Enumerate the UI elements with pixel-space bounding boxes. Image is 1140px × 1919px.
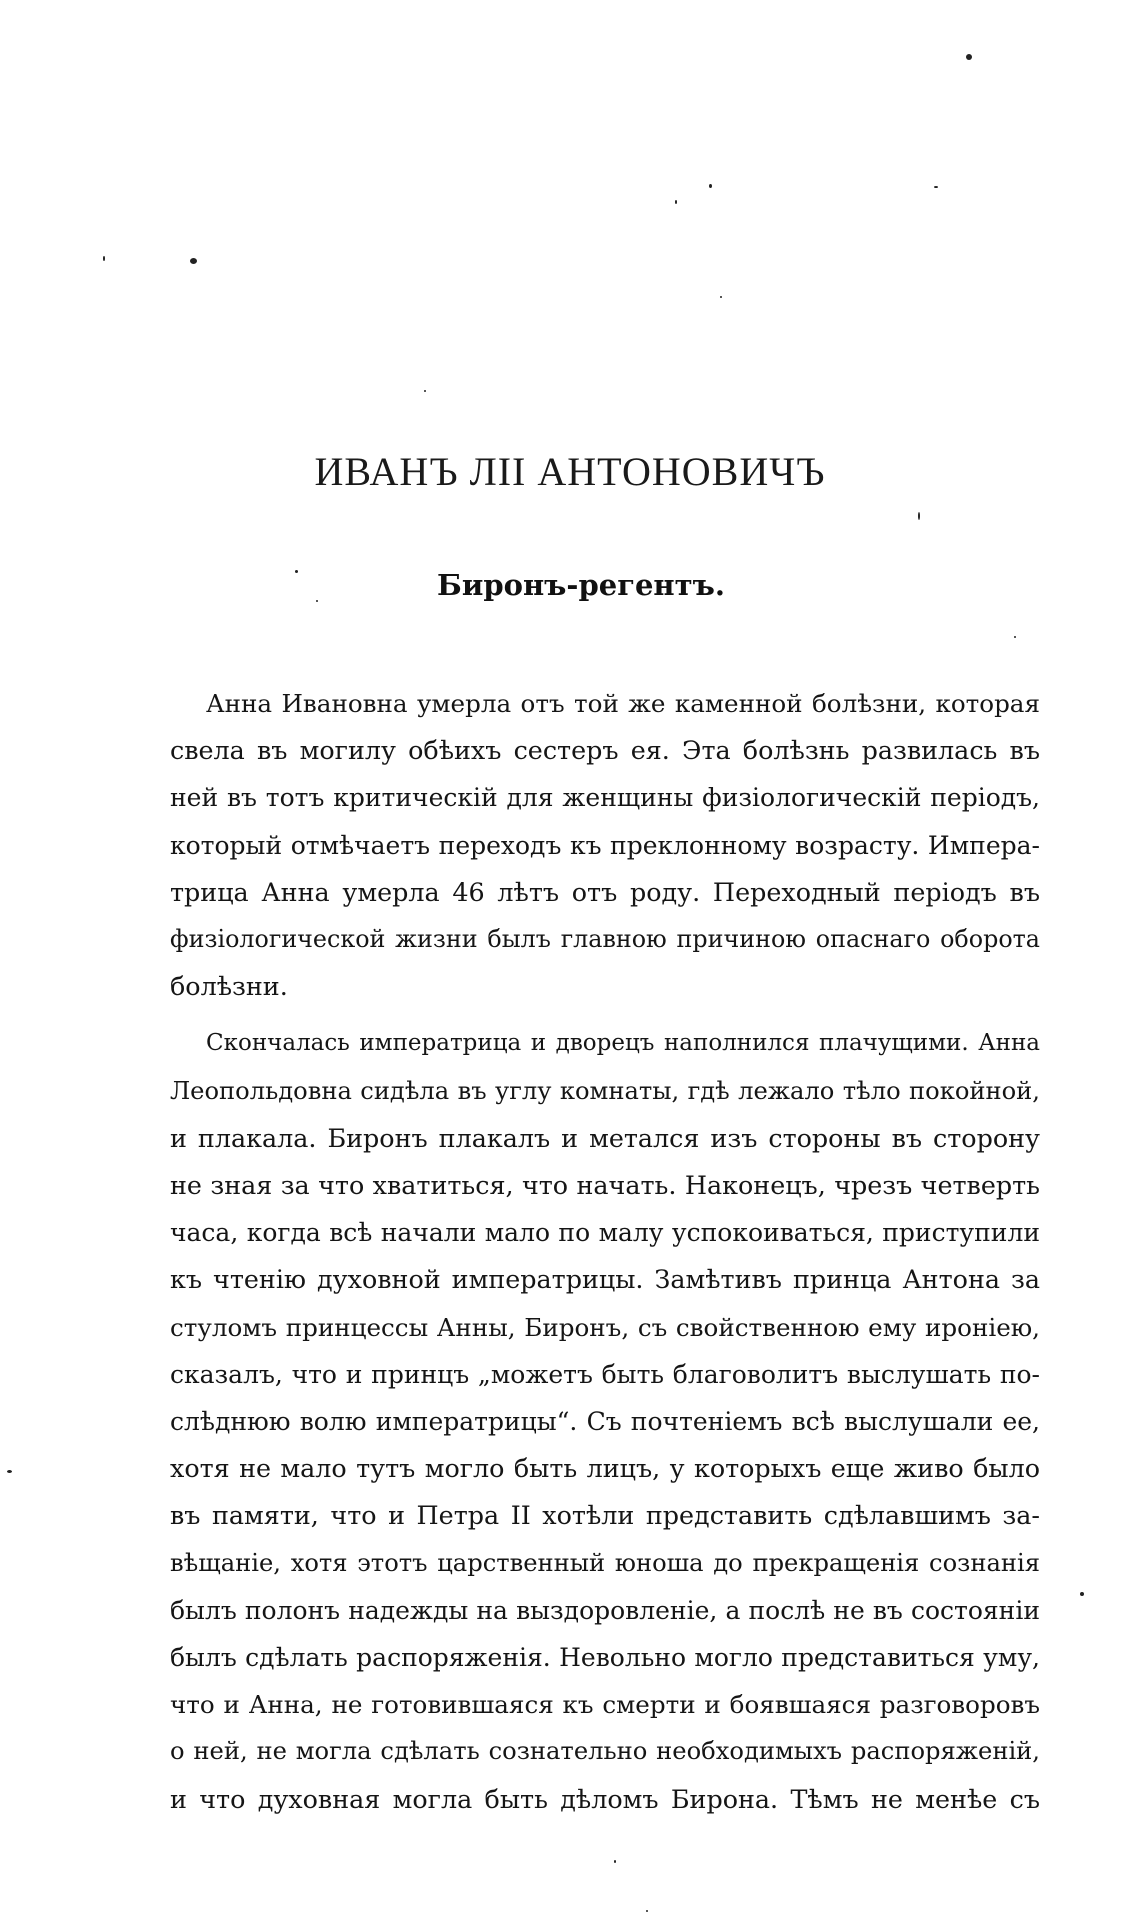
text-line: сказалъ, что и принцъ „можетъ быть благоволитъ выслушать по- [170,1359,1040,1389]
scan-speck [424,390,426,392]
text-line: къ чтенію духовной императрицы. Замѣтивъ принца Антона за [170,1264,1040,1295]
text-line: и что духовная могла быть дѣломъ Бирона. Тѣмъ не менѣе съ [170,1783,1040,1814]
text-line: былъ полонъ надежды на выздоровленіе, а послѣ не въ состояніи [170,1595,1040,1625]
text-line: часа, когда всѣ начали мало по малу успокоиваться, приступили [170,1218,1040,1248]
text-line: болѣзни. [170,971,288,1002]
scan-speck [103,256,105,261]
scan-speck [918,512,920,520]
section-subtitle: Биронъ-регентъ. [437,568,725,602]
scan-speck [190,258,197,264]
text-line: ней въ тотъ критическій для женщины физiологическій періодъ, [170,783,1040,813]
text-line: и плакала. Биронъ плакалъ и метался изъ стороны въ сторону [170,1122,1040,1153]
scan-speck [646,1910,648,1912]
paragraph-gap [170,1012,1040,1022]
text-line: Анна Ивановна умерла отъ той же каменной болѣзни, которая [206,689,1040,718]
scan-speck [934,186,938,188]
text-line: былъ сдѣлать распоряженія. Невольно могло представиться уму, [170,1643,1040,1673]
text-line: Скончалась императрица и дворецъ наполнился плачущими. Анна [206,1030,1040,1057]
scan-speck [1014,636,1016,638]
scan-speck [675,200,677,204]
scan-speck [614,1860,616,1863]
text-line: о ней, не могла сдѣлать сознательно необходимыхъ распоряженій, [170,1737,1040,1766]
text-line: свела въ могилу обѣихъ сестеръ ея. Эта болѣзнь развилась въ [170,735,1040,766]
text-line: хотя не мало тутъ могло быть лицъ, у которыхъ еще живо было [170,1453,1040,1484]
chapter-title: ИВАНЪ ЛII АНТОНОВИЧЪ [314,449,826,494]
scan-speck [709,184,712,188]
text-line: вѣщаніе, хотя этотъ царственный юноша до прекращенія сознанія [170,1548,1040,1577]
body-text [170,682,1040,1825]
text-line: стуломъ принцессы Анны, Биронъ, съ свойственною ему ироніею, [170,1312,1040,1342]
scan-speck [966,54,972,60]
text-line: не зная за что хватиться, что начать. Наконецъ, чрезъ четверть [170,1170,1040,1201]
text-line: слѣднюю волю императрицы“. Съ почтеніемъ всѣ выслушали ее, [170,1407,1040,1437]
text-line: что и Анна, не готовившаяся къ смерти и боявшаяся разговоровъ [170,1690,1040,1720]
text-line: трица Анна умерла 46 лѣтъ отъ роду. Переходный періодъ въ [170,876,1040,907]
scan-speck [7,1470,12,1473]
text-line: въ памяти, что и Петра II хотѣли представить сдѣлавшимъ за- [170,1500,1040,1531]
scan-speck [720,296,722,298]
text-line: который отмѣчаетъ переходъ къ преклонному возрасту. Импера- [170,830,1040,860]
text-line: физiологической жизни былъ главною причиною опаснаго оборота [170,925,1040,954]
text-line: Леопольдовна сидѣла въ углу комнаты, гдѣ лежало тѣло покойной, [170,1076,1040,1105]
scan-speck [1080,1592,1084,1596]
